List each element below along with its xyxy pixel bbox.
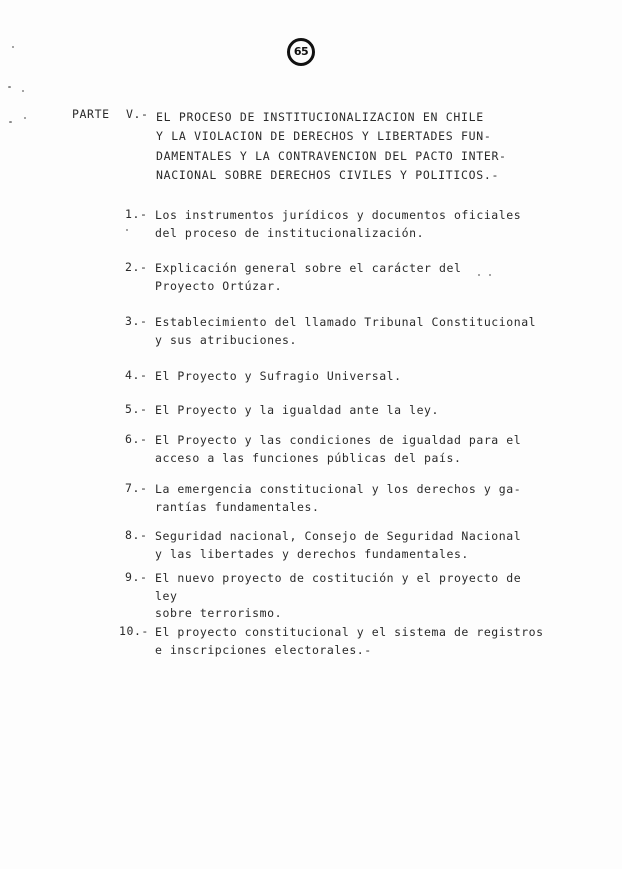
scan-speck [8,86,11,88]
part-title: EL PROCESO DE INSTITUCIONALIZACION EN CHILE Y LA VIOLACION DE DERECHOS Y LIBERTADES FUN- DAMENTALES Y LA CONTRAVENCION DEL PACTO INTER- NACIONAL SOBRE DERECHOS CIVILES Y POLITICOS.- [156,110,507,182]
item-text: Los instrumentos jurídicos y documentos oficiales del proceso de institucionalización. [155,208,522,240]
item-number: 8.- [125,528,148,542]
scan-speck [126,229,128,231]
item-text: Seguridad nacional, Consejo de Seguridad Nacional y las libertades y derechos fundamentales. [155,529,522,561]
item-number: 5.- [125,402,148,416]
item-text: El Proyecto y Sufragio Universal. [155,369,402,383]
scan-speck [489,274,491,276]
part-label: PARTE [72,107,110,121]
page-number-stamp: 65 [287,38,315,66]
item-number: 6.- [125,432,148,446]
item-number: 2.- [125,260,148,274]
scan-speck [12,46,14,48]
item-number: 9.- [125,570,148,584]
item-number: 7.- [125,481,148,495]
scan-speck [24,117,26,119]
item-number: 3.- [125,314,148,328]
item-text: La emergencia constitucional y los derechos y ga- rantías fundamentales. [155,482,522,514]
scan-speck [22,90,24,92]
item-text: El Proyecto y la igualdad ante la ley. [155,403,439,417]
item-number: 10.- [119,624,149,638]
item-text: Explicación general sobre el carácter del Proyecto Ortúzar. [155,261,462,293]
item-text: Establecimiento del llamado Tribunal Constitucional y sus atribuciones. [155,315,537,347]
item-number: 4.- [125,368,148,382]
item-number: 1.- [125,207,148,221]
scan-speck [9,121,12,123]
scan-speck [478,274,480,276]
item-text: El nuevo proyecto de costitución y el proyecto de ley sobre terrorismo. [155,571,522,620]
part-number: V.- [126,107,149,121]
item-text: El Proyecto y las condiciones de igualdad para el acceso a las funciones públicas del país. [155,433,522,465]
item-text: El proyecto constitucional y el sistema de registros e inscripciones electorales.- [155,625,544,657]
